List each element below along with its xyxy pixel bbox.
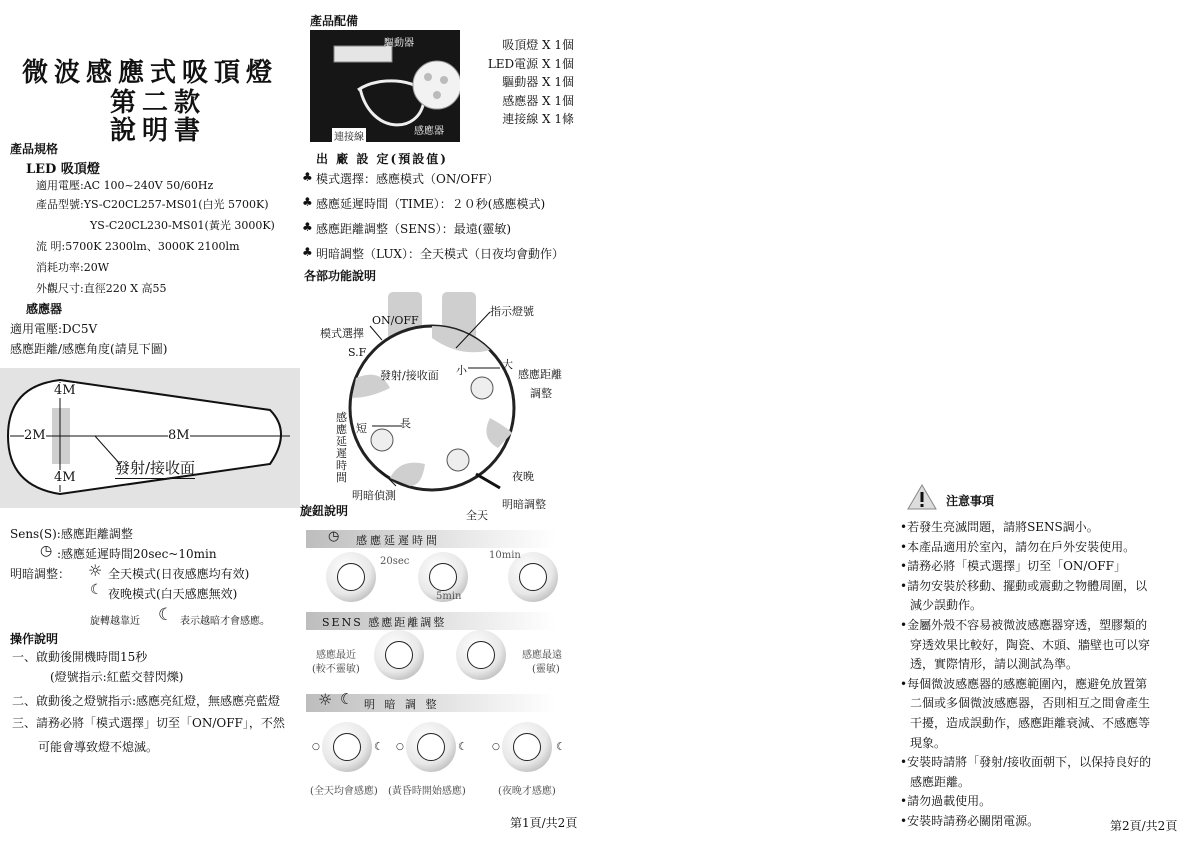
knob-heading: 旋鈕說明	[300, 504, 349, 518]
fn-big-label: 大	[502, 358, 513, 371]
sens-far-label: 感應最遠	[522, 650, 562, 661]
note-item: •安裝時請務必關閉電源。	[900, 813, 1040, 828]
spec-line: 適用電壓:AC 100~240V 50/60Hz	[36, 179, 214, 192]
moon-icon: ☾	[90, 582, 103, 598]
note-line: 安裝時請將「發射/接收面朝下，以保持良好的	[907, 755, 1152, 770]
led-heading: LED 吸頂燈	[26, 162, 100, 177]
lux-band-title: 明 暗 調 整	[364, 698, 440, 711]
fn-lux-detect-label: 明暗偵測	[352, 489, 396, 502]
sun-icon: ○	[312, 742, 320, 752]
note-item: •請勿過載使用。	[900, 794, 992, 809]
sens-near-note: (較不靈敏)	[312, 664, 360, 675]
moon-icon: ☾	[556, 740, 566, 753]
photo-driver-label: 驅動器	[384, 38, 414, 49]
sensor-line: 感應距離/感應角度(請見下圖)	[10, 342, 168, 356]
fn-small-label: 小	[456, 364, 467, 377]
fn-onoff-label: ON/OFF	[372, 314, 419, 327]
delay-knob-20sec	[326, 552, 376, 602]
sun-icon: ○	[396, 742, 404, 752]
spec-line: 消耗功率:20W	[36, 261, 110, 274]
operation-heading: 操作說明	[10, 632, 59, 646]
range-left-label: 2M	[24, 428, 46, 443]
delay-mark-5min: 5min	[436, 591, 462, 602]
fn-emit-label: 發射/接收面	[380, 369, 439, 382]
delay-band-title: 感應延遲時間	[356, 534, 440, 547]
accessory-item: 驅動器 X 1個	[502, 75, 574, 89]
fn-lux-adjust-label: 明暗調整	[502, 498, 546, 511]
spec-heading: 產品規格	[10, 142, 59, 156]
spec-line: 產品型號:YS-C20CL257-MS01(白光 5700K)	[36, 198, 269, 211]
fn-delay-label: 感應延遲時間	[336, 411, 347, 484]
note-line: 透，實際情形，請以測試為準。	[910, 657, 1079, 672]
sun-icon: ☼	[318, 690, 333, 709]
note-line: 干擾，造成誤動作，感應距離衰減、不感應等	[910, 715, 1151, 730]
spec-line: YS-C20CL230-MS01(黃光 3000K)	[90, 219, 275, 232]
fn-allday-label: 全天	[466, 509, 488, 522]
factory-heading: 出 廠 設 定(預設值)	[316, 152, 448, 166]
sun-icon: ○	[492, 742, 500, 752]
accessory-item: LED電源 X 1個	[487, 56, 574, 71]
note-item: •安裝時請將「發射/接收面朝下，以保持良好的 感應距離。	[900, 755, 1152, 789]
sens-knob-near	[374, 630, 424, 680]
lux-knob-allday	[322, 722, 372, 772]
note-line: 請務必將「模式選擇」切至「ON/OFF」	[907, 559, 1126, 574]
clock-icon: ◷	[40, 543, 53, 559]
tree-bullet-icon: ♣	[302, 220, 313, 234]
range-right-label: 8M	[168, 428, 190, 443]
moon-icon: ☾	[158, 605, 174, 625]
operation-line: 一、啟動後開機時間15秒	[12, 650, 148, 664]
note-line: 二個或多個微波感應器，否則相互之間會產生	[910, 696, 1151, 711]
delay-mark-20sec: 20sec	[380, 556, 410, 567]
sens-far-note: (靈敏)	[532, 664, 560, 675]
accessory-item: 連接線 X 1條	[502, 112, 574, 126]
emit-receive-label: 發射/接收面	[115, 459, 196, 477]
sun-icon: ☼	[88, 561, 103, 580]
operation-line: 可能會導致燈不熄滅。	[38, 740, 159, 754]
doc-manual-title: 說明書	[110, 116, 207, 146]
page-number: 第2頁/共2頁	[1110, 819, 1178, 833]
spec-line: 外觀尺寸:直徑220 X 高55	[36, 282, 167, 295]
note-line: 穿透效果比較好，陶瓷、木頭、牆壁也可以穿	[910, 637, 1151, 652]
lux-caption: (夜晚才感應)	[498, 786, 556, 797]
sens-knob-far	[456, 630, 506, 680]
fn-long-label: 長	[400, 417, 411, 430]
tree-bullet-icon: ♣	[302, 170, 313, 184]
accessory-item: 吸頂燈 X 1個	[502, 38, 574, 52]
factory-item: 明暗調整（LUX）：全天模式（日夜均會動作）	[316, 247, 564, 261]
lux-knob-night	[502, 722, 552, 772]
sens-band-title: SENS 感應距離調整	[322, 616, 447, 629]
operation-line: 二、啟動後之燈號指示:感應亮紅燈，無感應亮藍燈	[12, 694, 281, 708]
note-line: 每個微波感應器的感應範圍內，應避免放置第	[907, 676, 1148, 691]
doc-subtitle: 第二款	[110, 88, 207, 118]
doc-title: 微波感應式吸頂燈	[22, 58, 279, 88]
note-line: 本產品適用於室內，請勿在戶外安裝使用。	[907, 539, 1136, 554]
sensor-function-diagram	[330, 288, 550, 498]
lux-note-post: 表示越暗才會感應。	[180, 616, 270, 627]
fn-short-label: 短	[356, 422, 367, 435]
accessory-list	[474, 36, 574, 129]
note-item: •請務必將「模式選擇」切至「ON/OFF」	[900, 559, 1126, 574]
lux-note-pre: 旋轉越靠近	[90, 616, 140, 627]
fn-indicator-label: 指示燈號	[490, 305, 534, 318]
note-line: 減少誤動作。	[910, 598, 983, 613]
sensor-line: 適用電壓:DC5V	[10, 322, 98, 336]
factory-item: 感應距離調整（SENS）：最遠(靈敏)	[316, 222, 512, 236]
lux-night-mode: 夜晚模式(白天感應無效)	[108, 587, 238, 601]
note-line: 現象。	[910, 735, 947, 750]
note-line: 安裝時請務必關閉電源。	[907, 813, 1040, 828]
spec-line: 流 明:5700K 2300lm、3000K 2100lm	[36, 240, 240, 253]
fn-sf-label: S.F	[348, 346, 367, 359]
note-item: •請勿安裝於移動、擺動或震動之物體周圍，以 減少誤動作。	[900, 578, 1148, 613]
fn-sens-label: 感應距離	[518, 368, 562, 381]
note-item: •金屬外殼不容易被微波感應器穿透，塑膠類的 穿透效果比較好，陶瓷、木頭、牆壁也可以穿 透，實際情形，請以測試為準。	[900, 617, 1151, 672]
factory-item: 模式選擇：感應模式（ON/OFF）	[316, 172, 499, 186]
fn-sens-label-2: 調整	[530, 387, 552, 400]
clock-icon: ◷	[328, 529, 340, 544]
lux-legend-label: 明暗調整：	[10, 567, 71, 581]
factory-item: 感應延遲時間（TIME）：２０秒(感應模式)	[316, 197, 546, 211]
tree-bullet-icon: ♣	[302, 245, 313, 259]
delay-mark-10min: 10min	[489, 550, 521, 561]
sens-legend: Sens(S):感應距離調整	[10, 527, 133, 541]
note-item: •本產品適用於室內，請勿在戶外安裝使用。	[900, 539, 1136, 554]
note-line: 請勿安裝於移動、擺動或震動之物體周圍，以	[907, 578, 1148, 593]
sensor-heading: 感應器	[26, 302, 63, 316]
range-top-label: 4M	[54, 383, 76, 398]
note-line: 若發生亮滅問題，請將SENS調小。	[907, 520, 1099, 534]
lux-day-mode: 全天模式(日夜感應均有效)	[108, 567, 250, 581]
range-bottom-label: 4M	[54, 470, 76, 485]
fn-mode-label: 模式選擇	[320, 327, 364, 340]
lux-caption: (黃昏時開始感應)	[388, 786, 466, 797]
photo-cable-label: 連接線	[332, 128, 366, 143]
note-line: 請勿過載使用。	[907, 794, 992, 809]
operation-line: 三、請務必將「模式選擇」切至「ON/OFF」，不然	[12, 716, 285, 730]
tree-bullet-icon: ♣	[302, 195, 313, 209]
moon-icon: ☾	[458, 740, 468, 753]
lux-caption: (全天均會感應)	[310, 786, 378, 797]
notes-list	[900, 518, 1184, 832]
time-legend: :感應延遲時間20sec~10min	[57, 547, 217, 561]
note-line: 金屬外殼不容易被微波感應器穿透，塑膠類的	[907, 617, 1148, 632]
photo-sensor-label: 感應器	[414, 126, 444, 137]
moon-icon: ☾	[374, 740, 384, 753]
page-number: 第1頁/共2頁	[510, 816, 578, 830]
note-line: 感應距離。	[910, 774, 971, 789]
fn-night-label: 夜晚	[512, 470, 534, 483]
warning-icon	[906, 483, 938, 511]
sens-near-label: 感應最近	[316, 650, 356, 661]
moon-icon: ☾	[340, 690, 354, 708]
note-item: •每個微波感應器的感應範圍內，應避免放置第 二個或多個微波感應器，否則相互之間會產生 干擾，造成誤動作，感應距離衰減、不感應等 現象。	[900, 676, 1151, 750]
note-item: •若發生亮滅問題，請將SENS調小。	[900, 520, 1099, 534]
operation-line: (燈號指示:紅藍交替閃爍)	[50, 670, 184, 684]
notes-heading: 注意事項	[946, 494, 995, 508]
accessory-item: 感應器 X 1個	[502, 93, 574, 108]
accessories-heading: 產品配備	[310, 14, 359, 28]
functions-heading: 各部功能說明	[304, 269, 377, 283]
lux-knob-dusk	[406, 722, 456, 772]
